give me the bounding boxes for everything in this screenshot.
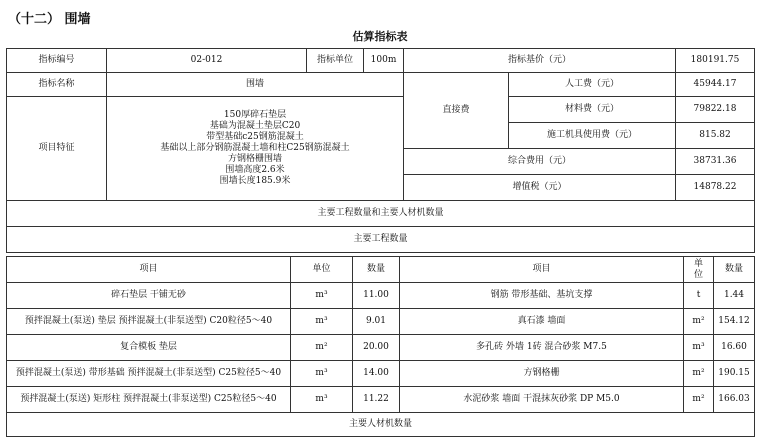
row-qty-2: 154.12 xyxy=(714,309,755,335)
row-qty: 11.22 xyxy=(353,387,400,413)
row-item: 碎石垫层 干铺无砂 xyxy=(7,283,291,309)
base-price-label: 指标基价（元） xyxy=(404,49,676,73)
row-item: 预拌混凝土(泵送) 矩形柱 预拌混凝土(非泵送型) C25粒径5～40 xyxy=(7,387,291,413)
row-qty: 20.00 xyxy=(353,335,400,361)
row-item: 预拌混凝土(泵送) 带形基础 预拌混凝土(非泵送型) C25粒径5～40 xyxy=(7,361,291,387)
table-row xyxy=(7,361,755,387)
table-row xyxy=(7,309,755,335)
row-unit-2: m³ xyxy=(684,335,714,361)
header-item-2: 项目 xyxy=(400,257,684,283)
row-qty-2: 1.44 xyxy=(714,283,755,309)
row-qty: 9.01 xyxy=(353,309,400,335)
vat-label: 增值税（元） xyxy=(404,175,676,201)
row-item-2: 多孔砖 外墙 1砖 混合砂浆 M7.5 xyxy=(400,335,684,361)
name-label: 指标名称 xyxy=(7,73,107,97)
row-item: 复合模板 垫层 xyxy=(7,335,291,361)
labor-cost-label: 人工费（元） xyxy=(509,73,676,97)
feature-line: 基础为混凝土垫层C20 xyxy=(209,121,301,131)
row-qty-2: 190.15 xyxy=(714,361,755,387)
table-row xyxy=(7,335,755,361)
feature-line: 方钢格栅围墙 xyxy=(227,154,282,164)
table-title: 估算指标表 xyxy=(352,30,408,43)
row-item-2: 方钢格栅 xyxy=(400,361,684,387)
table-row xyxy=(7,283,755,309)
labor-cost-value: 45944.17 xyxy=(676,73,755,97)
row-unit: m² xyxy=(291,335,353,361)
section-title: （十二） 围墙 xyxy=(8,12,91,27)
row-qty: 14.00 xyxy=(353,361,400,387)
feature-line: 围墙长度185.9米 xyxy=(219,176,291,186)
row-unit: m³ xyxy=(291,361,353,387)
row-unit-2: m² xyxy=(684,309,714,335)
table-row xyxy=(7,387,755,413)
header-qty: 数量 xyxy=(353,257,400,283)
quantity-table xyxy=(6,256,755,437)
base-price-value: 180191.75 xyxy=(676,49,755,73)
row-qty: 11.00 xyxy=(353,283,400,309)
idx-unit-label: 指标单位 xyxy=(307,49,364,73)
header-qty-2: 数量 xyxy=(714,257,755,283)
feature-line: 150厚碎石垫层 xyxy=(223,110,287,120)
row-item-2: 钢筋 带形基础、基坑支撑 xyxy=(400,283,684,309)
main-labor-title: 主要人材机数量 xyxy=(7,413,755,437)
header-unit-2: 单 位 xyxy=(684,257,714,283)
idx-no-label: 指标编号 xyxy=(7,49,107,73)
row-unit-2: m² xyxy=(684,361,714,387)
row-unit: m³ xyxy=(291,387,353,413)
composite-cost-label: 综合费用（元） xyxy=(404,149,676,175)
material-cost-label: 材料费（元） xyxy=(509,97,676,123)
feature-line: 围墙高度2.6米 xyxy=(225,165,285,175)
idx-no-value: 02-012 xyxy=(107,49,307,73)
row-unit-2: t xyxy=(684,283,714,309)
row-unit: m³ xyxy=(291,309,353,335)
feature-list xyxy=(107,97,404,201)
row-item-2: 真石漆 墙面 xyxy=(400,309,684,335)
row-qty-2: 16.60 xyxy=(714,335,755,361)
vat-value: 14878.22 xyxy=(676,175,755,201)
main-qty-title: 主要工程数量 xyxy=(7,227,755,253)
main-qty-labor-title: 主要工程数量和主要人材机数量 xyxy=(7,201,755,227)
material-cost-value: 79822.18 xyxy=(676,97,755,123)
row-qty-2: 166.03 xyxy=(714,387,755,413)
machine-cost-label: 施工机具使用费（元） xyxy=(509,123,676,149)
feature-line: 带型基础c25钢筋混凝土 xyxy=(206,132,304,142)
row-unit-2: m² xyxy=(684,387,714,413)
idx-unit-value: 100m xyxy=(364,49,404,73)
row-item-2: 水泥砂浆 墙面 干混抹灰砂浆 DP M5.0 xyxy=(400,387,684,413)
estimate-summary-table xyxy=(6,48,755,253)
feature-line: 基础以上部分钢筋混凝土墙和柱C25钢筋混凝土 xyxy=(160,143,350,153)
name-value: 围墙 xyxy=(107,73,404,97)
machine-cost-value: 815.82 xyxy=(676,123,755,149)
row-unit: m³ xyxy=(291,283,353,309)
direct-cost-label: 直接费 xyxy=(404,73,509,149)
header-item: 项目 xyxy=(7,257,291,283)
feature-label: 项目特征 xyxy=(7,97,107,201)
row-item: 预拌混凝土(泵送) 垫层 预拌混凝土(非泵送型) C20粒径5～40 xyxy=(7,309,291,335)
composite-cost-value: 38731.36 xyxy=(676,149,755,175)
header-unit: 单位 xyxy=(291,257,353,283)
